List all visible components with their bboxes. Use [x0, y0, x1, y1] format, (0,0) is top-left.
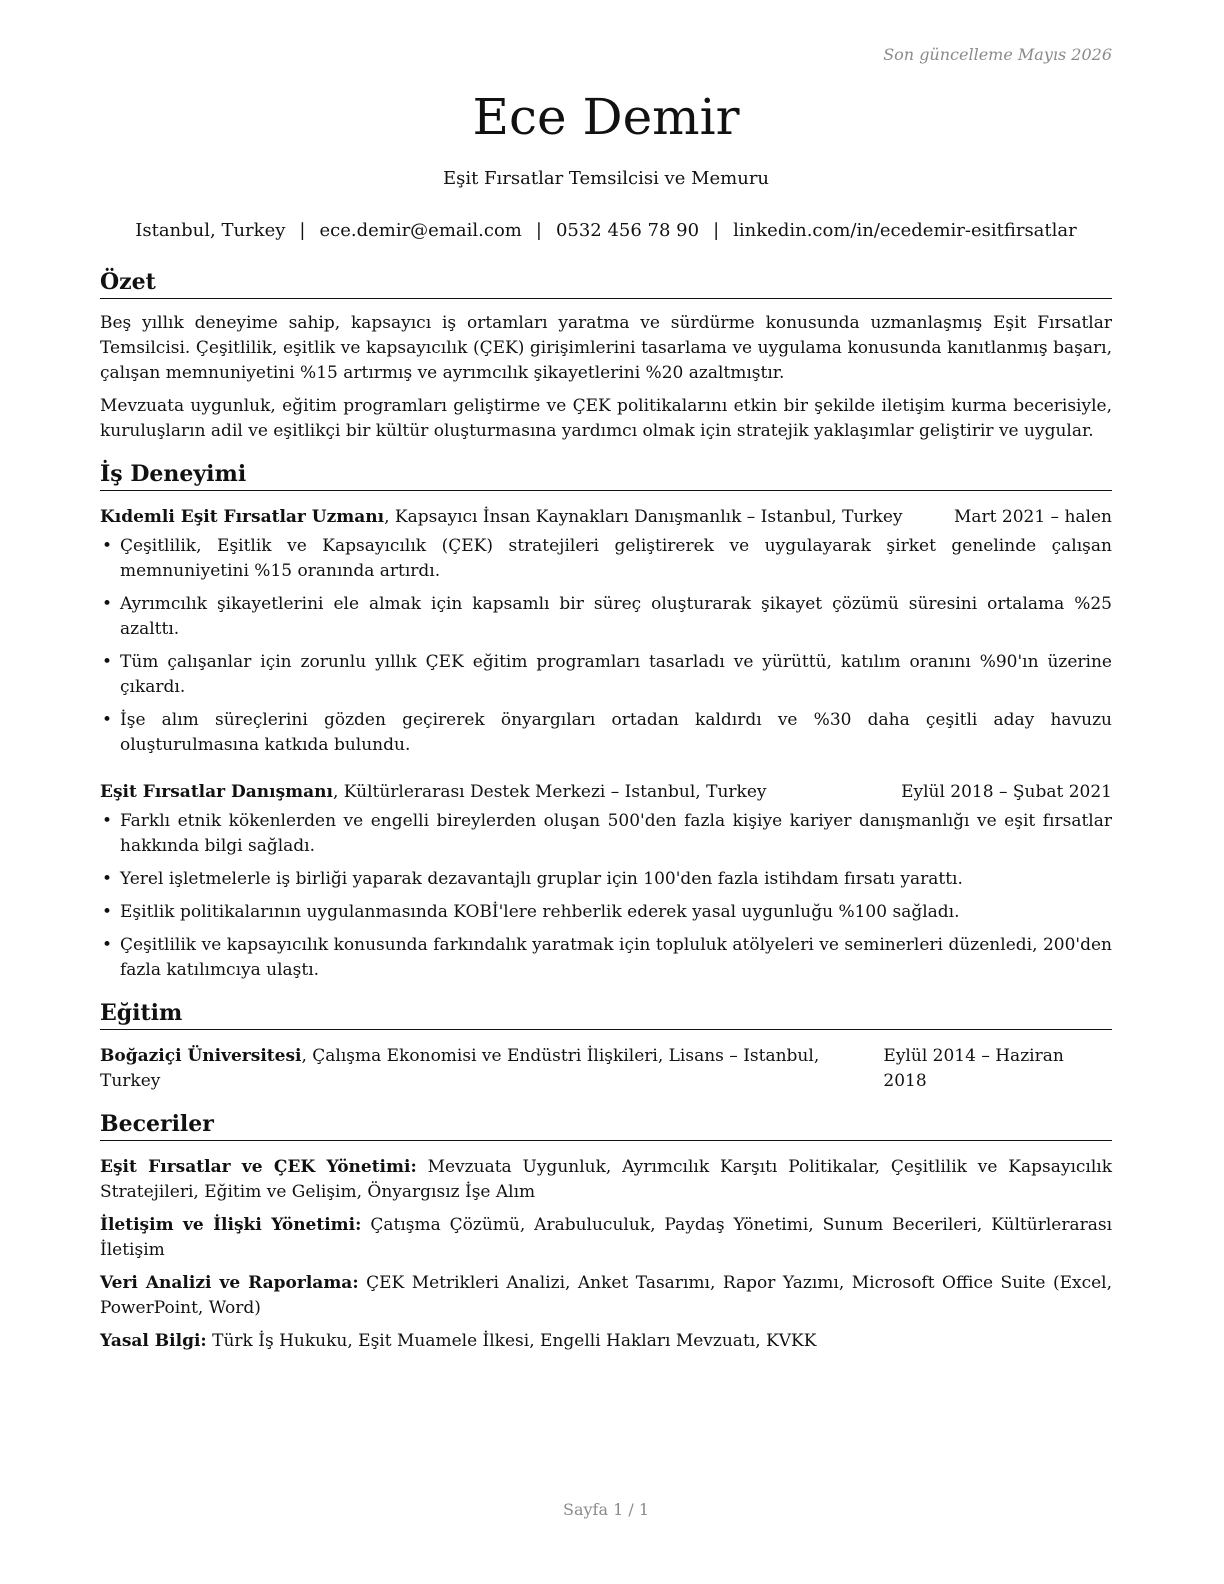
contact-separator: |: [535, 220, 542, 241]
section-heading-skills: Beceriler: [100, 1110, 1112, 1141]
job-header: [100, 505, 1112, 530]
last-updated-note: Son güncelleme Mayıs 2026: [883, 45, 1112, 64]
resume-content: [100, 268, 1112, 1354]
skill-group-label: İletişim ve İlişki Yönetimi:: [100, 1215, 362, 1235]
job-role-line: [100, 505, 903, 530]
contact-linkedin[interactable]: linkedin.com/in/ecedemir-esitfirsatlar: [733, 220, 1077, 241]
job-organization: , Kapsayıcı İnsan Kaynakları Danışmanlık – Istanbul, Turkey: [384, 507, 903, 527]
skill-group-label: Eşit Fırsatlar ve ÇEK Yönetimi:: [100, 1157, 417, 1177]
candidate-name: Ece Demir: [472, 88, 740, 146]
job-bullet: • Tüm çalışanlar için zorunlu yıllık ÇEK eğitim programları tasarladı ve yürüttü, katılım oranını %90'ın üzerine çıkardı.: [100, 650, 1112, 700]
job-bullets: [100, 809, 1112, 983]
education-detail: , Çalışma Ekonomisi ve Endüstri İlişkileri, Lisans – Istanbul, Turkey: [100, 1046, 820, 1091]
job-bullet: • Farklı etnik kökenlerden ve engelli bireylerden oluşan 500'den fazla kişiye kariyer danışmanlığı ve eşit fırsatlar hakkında bilgi sağladı.: [100, 809, 1112, 859]
contact-location: Istanbul, Turkey: [135, 220, 286, 241]
candidate-title: Eşit Fırsatlar Temsilcisi ve Memuru: [442, 168, 770, 189]
job-role: Eşit Fırsatlar Danışmanı: [100, 782, 333, 802]
summary-paragraph: Mevzuata uygunluk, eğitim programları geliştirme ve ÇEK politikalarını etkin bir şekilde iletişim kurma becerisiyle, kuruluşların adil ve eşitlikçi bir kültür oluşturmasına yardımcı olmak için stratejik yaklaşımlar geliştirir ve uygular.: [100, 396, 1112, 441]
skill-group-items: ÇEK Metrikleri Analizi, Anket Tasarımı, Rapor Yazımı, Microsoft Office Suite (Excel, PowerPoint, Word): [100, 1273, 1113, 1318]
job-bullet: • Ayrımcılık şikayetlerini ele almak için kapsamlı bir süreç oluşturarak şikayet çözümü süresini ortalama %25 azalttı.: [100, 592, 1112, 642]
skill-group: [100, 1271, 1112, 1321]
education-entry: [100, 1044, 1112, 1094]
job-bullet: • İşe alım süreçlerini gözden geçirerek önyargıları ortadan kaldırdı ve %30 daha çeşitli aday havuzu oluşturulmasına katkıda bulundu.: [100, 708, 1112, 758]
skill-group: [100, 1155, 1112, 1205]
contact-email[interactable]: ece.demir@email.com: [319, 220, 522, 241]
job-bullet: • Çeşitlilik ve kapsayıcılık konusunda farkındalık yaratmak için topluluk atölyeleri ve seminerleri düzenledi, 200'den fazla katılımcıya ulaştı.: [100, 933, 1112, 983]
experience-section: [100, 460, 1112, 983]
summary-paragraph: Beş yıllık deneyime sahip, kapsayıcı iş ortamları yaratma ve sürdürme konusunda uzmanlaşmış Eşit Fırsatlar Temsilcisi. Çeşitlilik, eşitlik ve kapsayıcılık (ÇEK) girişimlerini tasarlama ve uygulama konusunda kanıtlanmış başarı, çalışan memnuniyetini %15 artırmış ve ayrımcılık şikayetlerini %20 azaltmıştır.: [100, 313, 1112, 383]
job-bullet: • Eşitlik politikalarının uygulanmasında KOBİ'lere rehberlik ederek yasal uygunluğu %100 sağladı.: [100, 900, 1112, 925]
education-section: [100, 999, 1112, 1094]
contact-line: [100, 219, 1112, 243]
education-dates: Eylül 2014 – Haziran 2018: [883, 1046, 1064, 1091]
job-dates: Eylül 2018 – Şubat 2021: [901, 782, 1112, 802]
job-dates: Mart 2021 – halen: [953, 507, 1112, 527]
job-bullet: • Yerel işletmelerle iş birliği yaparak dezavantajlı gruplar için 100'den fazla istihdam fırsatı yarattı.: [100, 867, 1112, 892]
section-heading-education: Eğitim: [100, 999, 1112, 1030]
section-heading-experience: İş Deneyimi: [100, 460, 1112, 491]
page-number: Sayfa 1 / 1: [562, 1500, 649, 1519]
summary-section: [100, 268, 1112, 444]
job-bullet: • Çeşitlilik, Eşitlik ve Kapsayıcılık (ÇEK) stratejileri geliştirerek ve uygulayarak şirket genelinde çalışan memnuniyetini %15 oranında artırdı.: [100, 534, 1112, 584]
job-role: Kıdemli Eşit Fırsatlar Uzmanı: [100, 507, 385, 527]
job-role-line: [100, 780, 767, 805]
skill-group-label: Yasal Bilgi:: [100, 1331, 207, 1351]
contact-phone[interactable]: 0532 456 78 90: [555, 220, 700, 241]
section-heading-summary: Özet: [100, 268, 1112, 299]
education-school: Boğaziçi Üniversitesi: [100, 1046, 302, 1066]
skill-group-label: Veri Analizi ve Raporlama:: [100, 1273, 359, 1293]
job-entry: [100, 780, 1112, 983]
resume-page: [100, 0, 1112, 1584]
skill-group-items: Türk İş Hukuku, Eşit Muamele İlkesi, Engelli Hakları Mevzuatı, KVKK: [212, 1331, 817, 1351]
contact-separator: |: [713, 220, 720, 241]
education-description: [100, 1044, 883, 1094]
skill-group-items: Çatışma Çözümü, Arabuluculuk, Paydaş Yönetimi, Sunum Becerileri, Kültürlerarası İletişim: [100, 1215, 1113, 1260]
skill-group-items: Mevzuata Uygunluk, Ayrımcılık Karşıtı Politikalar, Çeşitlilik ve Kapsayıcılık Stratejileri, Eğitim ve Gelişim, Önyargısız İşe Alım: [100, 1157, 1113, 1202]
skill-group: [100, 1213, 1112, 1263]
job-bullets: [100, 534, 1112, 758]
skill-group: [100, 1329, 1112, 1354]
contact-separator: |: [299, 220, 306, 241]
skills-section: [100, 1110, 1112, 1354]
job-organization: , Kültürlerarası Destek Merkezi – Istanbul, Turkey: [333, 782, 767, 802]
job-entry: [100, 505, 1112, 758]
job-header: [100, 780, 1112, 805]
